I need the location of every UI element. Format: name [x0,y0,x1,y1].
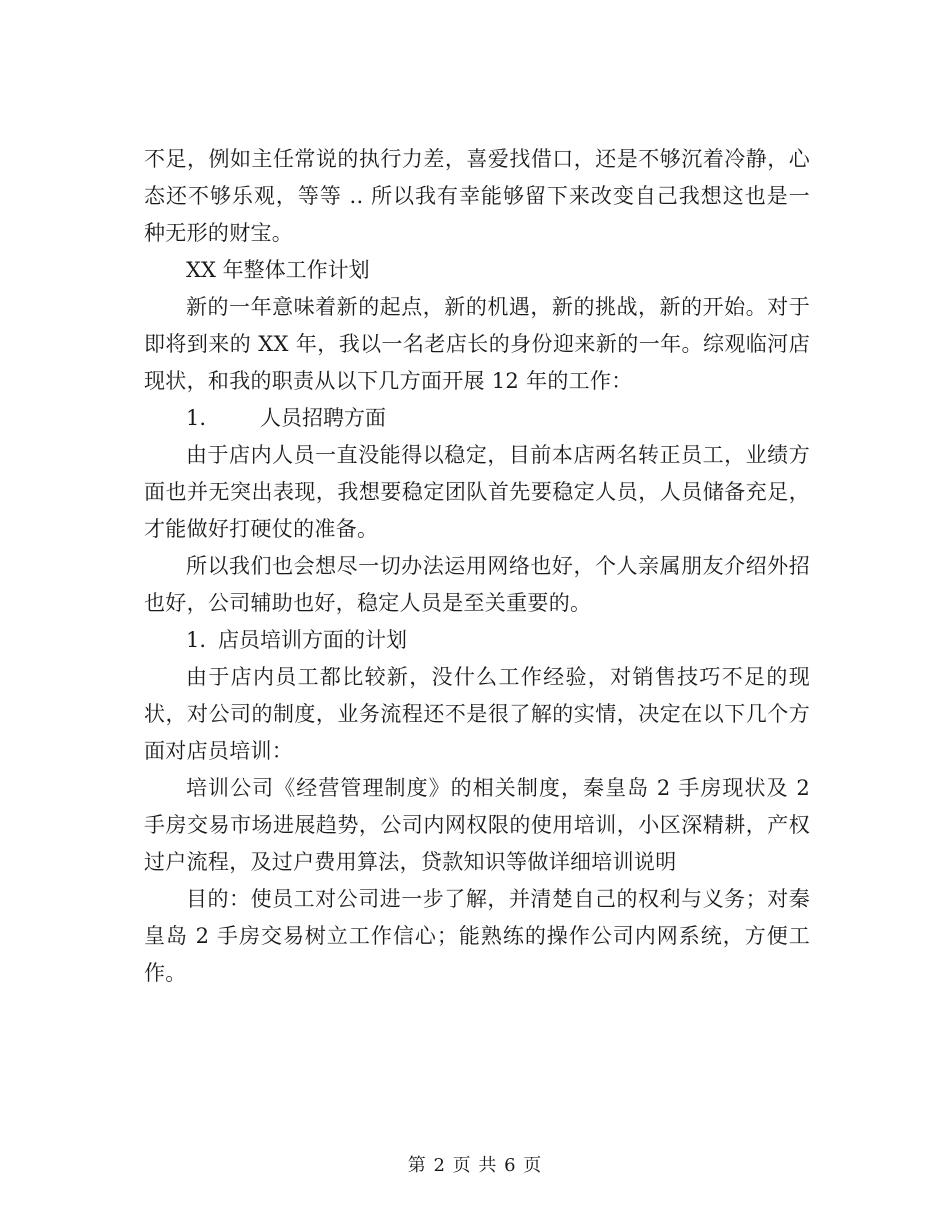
paragraph-recruitment-2: 所以我们也会想尽一切办法运用网络也好，个人亲属朋友介绍外招也好，公司辅助也好，稳定人员是至关重要的。 [144,554,810,615]
document-body [144,141,810,992]
paragraph-training-1: 由于店内员工都比较新，没什么工作经验，对销售技巧不足的现状，对公司的制度，业务流程还不是很了解的实情，决定在以下几个方面对店员培训： [144,665,810,763]
paragraph-training-2: 培训公司《经营管理制度》的相关制度，秦皇岛 2 手房现状及 2 手房交易市场进展趋势，公司内网权限的使用培训，小区深精耕，产权过户流程，及过户费用算法，贷款知识等做详细培训说明 [144,776,810,874]
paragraph-continuation: 不足，例如主任常说的执行力差，喜爱找借口，还是不够沉着冷静，心态还不够乐观，等等 .. 所以我有幸能够留下来改变自己我想这也是一种无形的财宝。 [144,147,810,245]
section-heading-recruitment [144,400,810,437]
page-number-footer: 第 2 页 共 6 页 [407,1155,543,1176]
paragraph-recruitment-1: 由于店内人员一直没能得以稳定，目前本店两名转正员工，业绩方面也并无突出表现，我想要稳定团队首先要稳定人员，人员储备充足，才能做好打硬仗的准备。 [144,443,810,541]
paragraph-training-purpose: 目的：使员工对公司进一步了解，并清楚自己的权利与义务；对秦皇岛 2 手房交易树立工作信心；能熟练的操作公司内网系统，方便工作。 [144,887,810,985]
section-title-annual-plan: XX 年整体工作计划 [186,258,370,282]
heading-text: 店员培训方面的计划 [218,628,407,652]
section-heading-training [144,622,810,659]
heading-text: 人员招聘方面 [260,406,386,430]
heading-number: 1. [186,628,207,652]
heading-number: 1. [186,406,207,430]
paragraph-intro: 新的一年意味着新的起点，新的机遇，新的挑战，新的开始。对于即将到来的 XX 年，我以一名老店长的身份迎来新的一年。综观临河店现状，和我的职责从以下几方面开展 12 年的工作： [144,295,810,393]
